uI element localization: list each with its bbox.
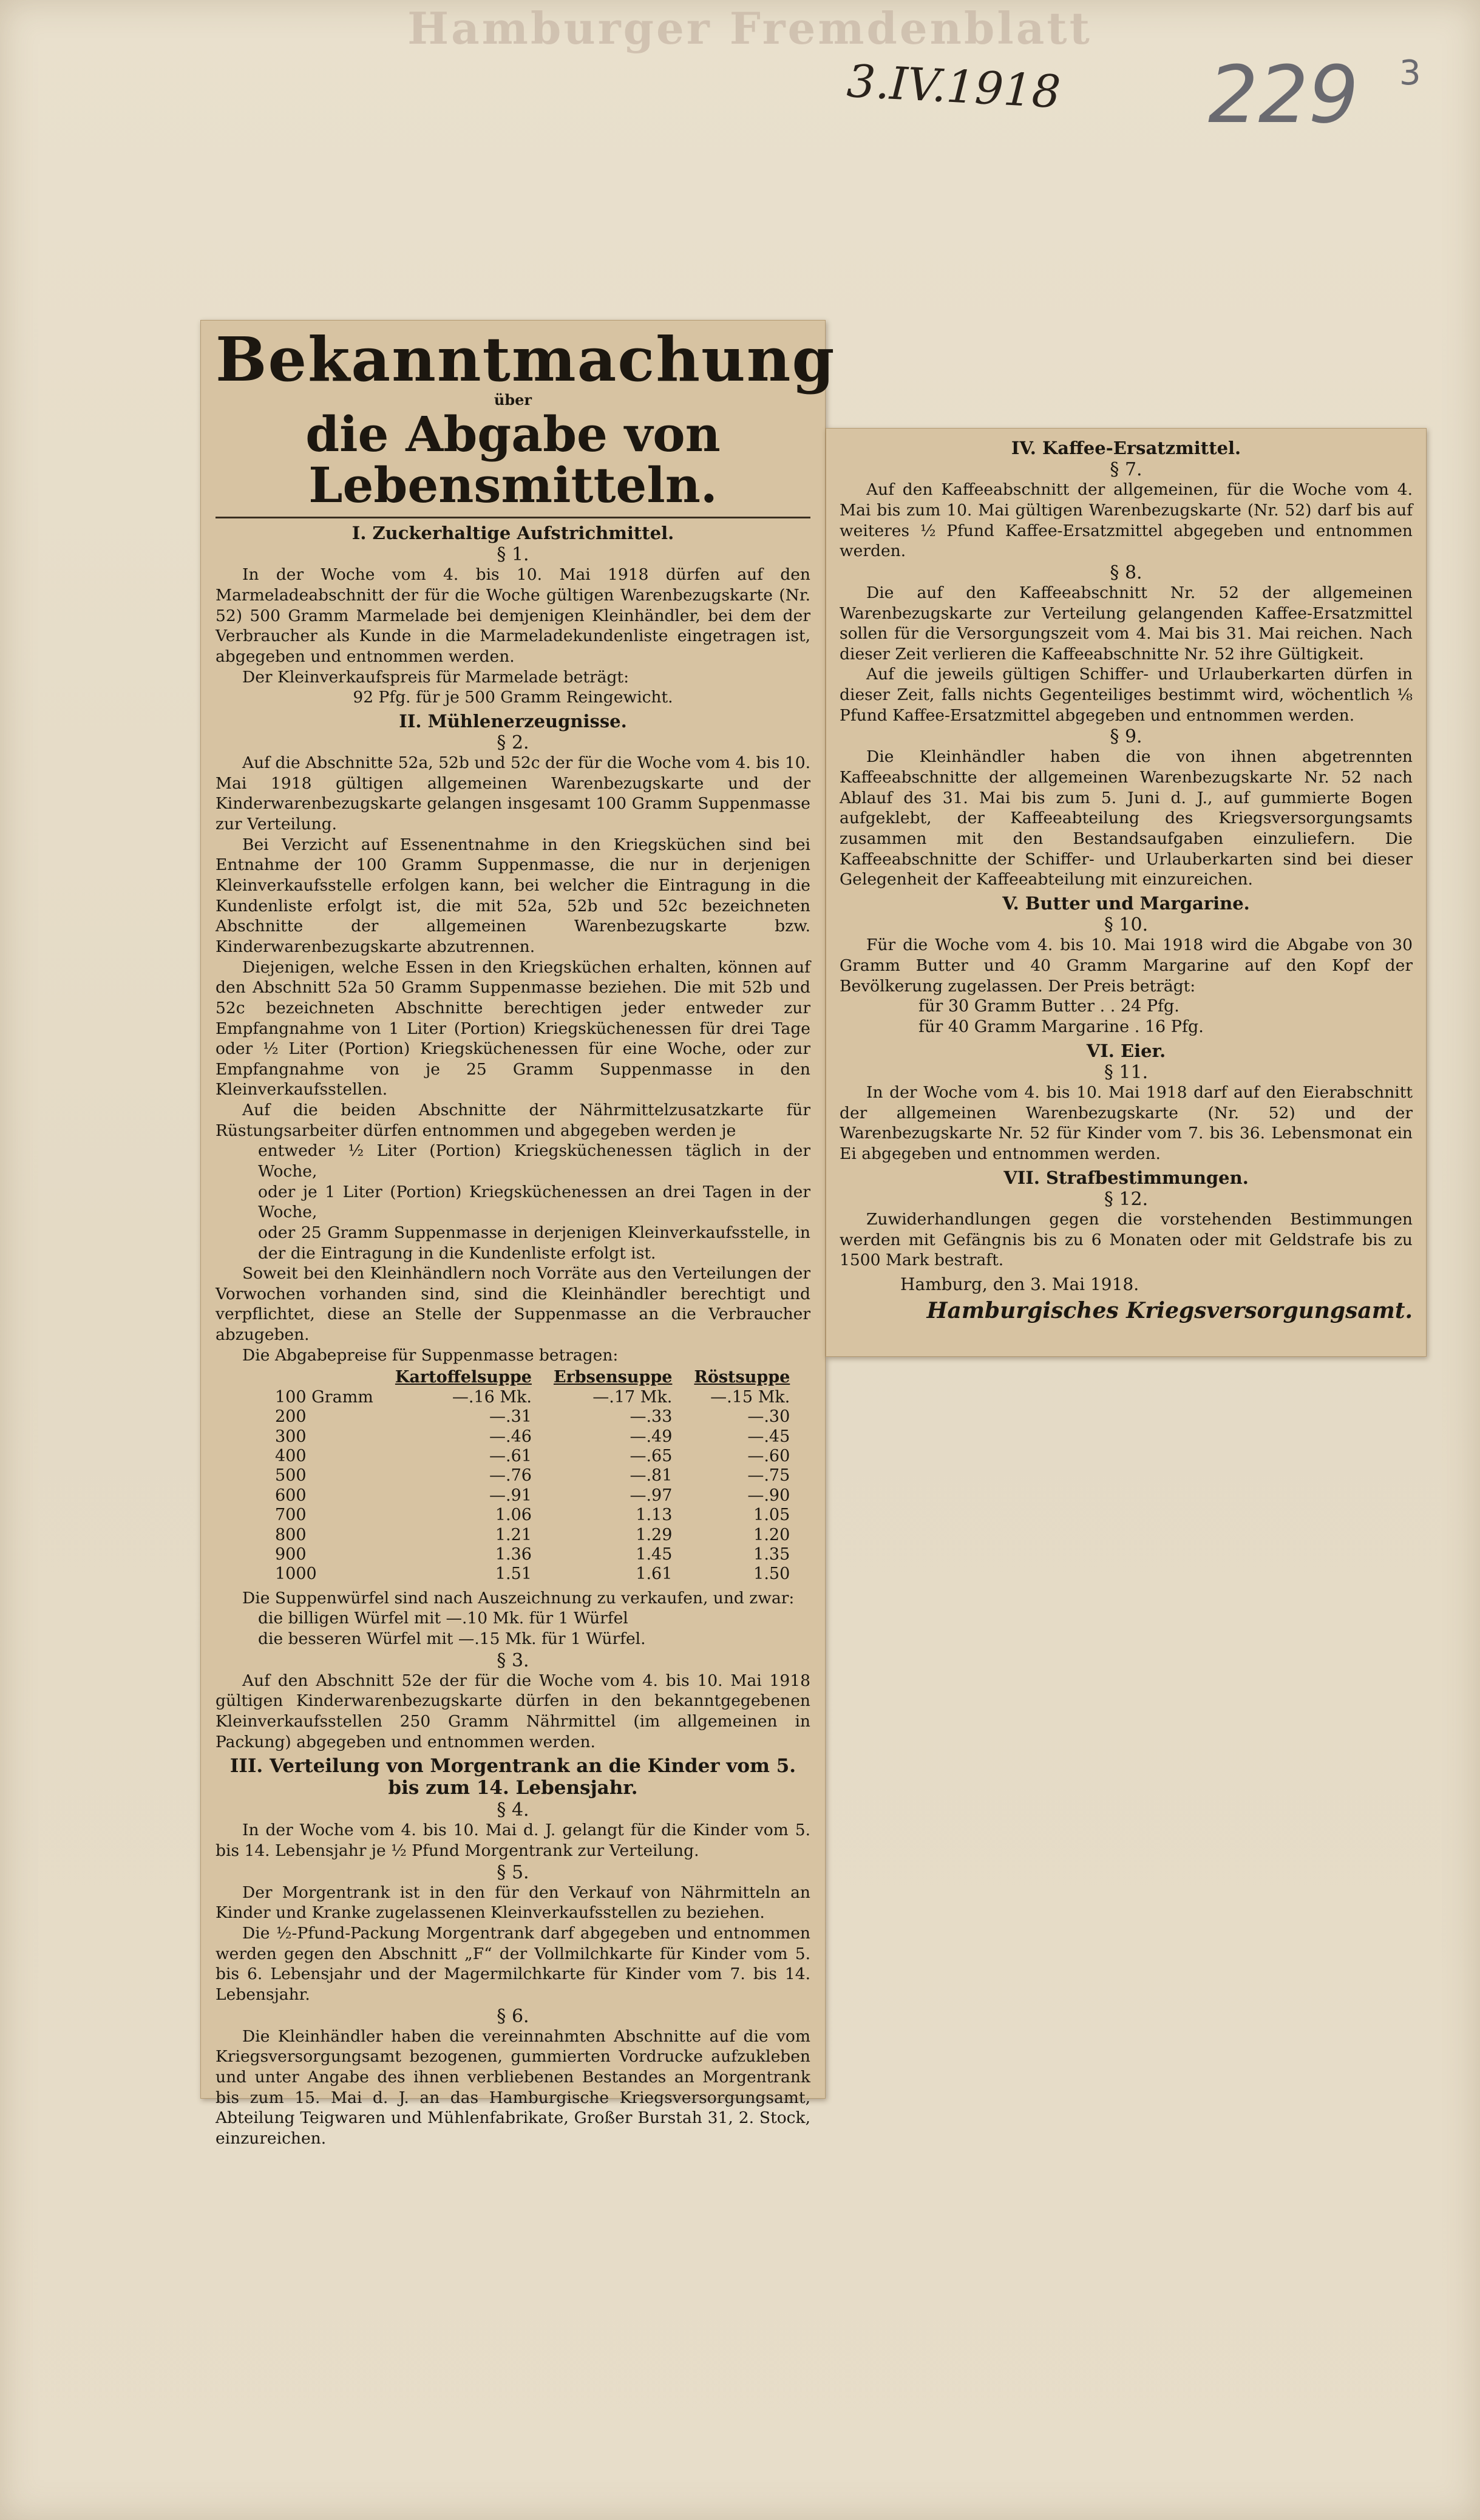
soup-table-cell: 1.06 xyxy=(495,1506,532,1525)
paragraph-8b: Auf die jeweils gültigen Schiffer- und Urlauberkarten dürfen in dieser Zeit, falls nichts Gegenteiliges bestimmt wird, wöchentlich ⅛ Pfund Kaffee-Ersatzmittel abgegeben und entnommen werden. xyxy=(840,665,1413,725)
soup-table-cell: 700 xyxy=(275,1506,307,1525)
paragraph-2d-option-2: oder je 1 Liter (Portion) Kriegsküchenessen an drei Tagen in der Woche, xyxy=(258,1182,810,1222)
section-heading-2: II. Mühlenerzeugnisse. xyxy=(399,710,627,732)
paragraph-2e: Soweit bei den Kleinhändlern noch Vorräte aus den Verteilungen der Vorwochen vorhanden sind, sind die Kleinhändler berechtigt und verpflichtet, diese an Stelle der Suppenmasse an die Verbraucher abzugeben. xyxy=(216,1264,810,1345)
paragraph-number-2: § 2. xyxy=(497,732,529,754)
notice-subtitle: die Abgabe von Lebensmitteln. xyxy=(216,409,810,518)
soup-table-header: Röstsuppe xyxy=(694,1368,790,1387)
signature: Hamburgisches Kriegsversorgungsamt. xyxy=(926,1297,1413,1323)
soup-table-cell: 1.20 xyxy=(753,1525,790,1544)
paragraph-2c: Diejenigen, welche Essen in den Kriegsküchen erhalten, können auf den Abschnitt 52a 50 Gramm Suppenmasse beziehen. Die mit 52b und 52c bezeichneten Abschnitte berechtigen jeder entweder zur Empfangnahme von 1 Liter (Portion) Kriegsküchenessen für drei Tage oder ½ Liter (Portion) Kriegsküchenessen für eine Woche, oder zur Empfangnahme von je 25 Gramm Suppenmasse in den Kleinverkaufsstellen. xyxy=(216,957,810,1099)
soup-table-cell: 1.13 xyxy=(636,1506,673,1525)
paragraph-2b: Bei Verzicht auf Essenentnahme in den Kriegsküchen sind bei Entnahme der 100 Gramm Suppenmasse, die nur in derjenigen Kleinverkaufsstelle erfolgen kann, bei welcher die Eintragung in die Kundenliste erfolgt ist, die mit 52a, 52b und 52c bezeichneten Abschnitte der allgemeinen Warenbezugskarte bzw. Kinderwarenbezugskarte abzutrennen. xyxy=(216,835,810,956)
soup-table-row xyxy=(264,1545,801,1564)
paragraph-6-text: Die Kleinhändler haben die vereinnahmten Abschnitte auf die vom Kriegsversorgungsamt bezogenen, gummierten Vordrucke aufzukleben und unter Angabe des ihnen verbliebenen Bestandes an Morgentrank bis zum 15. Mai d. J. an das Hamburgische Kriegsversorgungsamt, Abteilung Teigwaren und Mühlenfabrikate, Großer Burstah 31, 2. Stock, einzureichen. xyxy=(216,2026,810,2148)
soup-table-cell: —.45 xyxy=(747,1427,790,1446)
soup-table-cell: 1.21 xyxy=(495,1525,532,1544)
paragraph-number-10: § 10. xyxy=(1104,914,1149,936)
soup-table-cell: 1.36 xyxy=(495,1544,532,1564)
soup-table-cell: —.17 Mk. xyxy=(592,1387,673,1407)
paragraph-7-text: Auf den Kaffeeabschnitt der allgemeinen, für die Woche vom 4. Mai bis zum 10. Mai gültigen Warenbezugskarte (Nr. 52) darf bis auf weiteres ½ Pfund Kaffee-Ersatzmittel abgegeben und entnommen werden. xyxy=(840,480,1413,561)
soup-table-cell: —.46 xyxy=(489,1427,532,1446)
paragraph-number-12: § 12. xyxy=(1104,1188,1149,1210)
soup-table-row xyxy=(264,1466,801,1486)
soup-table-cell: —.15 Mk. xyxy=(710,1387,790,1407)
paragraph-number-8: § 8. xyxy=(1110,562,1142,583)
margarine-price: für 40 Gramm Margarine . 16 Pfg. xyxy=(918,1017,1204,1036)
soup-table-header-empty xyxy=(264,1368,384,1387)
clipping-left xyxy=(200,320,836,2148)
notice-title: Bekanntmachung xyxy=(216,324,836,395)
soup-table-cell: —.90 xyxy=(747,1486,790,1505)
soup-table-cell: —.75 xyxy=(747,1466,790,1486)
soup-table-cell: 1.35 xyxy=(753,1544,790,1564)
soup-table-cell: 1.50 xyxy=(753,1564,790,1584)
soup-table-row xyxy=(264,1506,801,1525)
archive-number: 229 xyxy=(1208,49,1359,141)
soup-table-row xyxy=(264,1526,801,1545)
paragraph-2f: Die Abgabepreise für Suppenmasse betragen: xyxy=(242,1345,619,1365)
soup-table-cell: 1.05 xyxy=(753,1506,790,1525)
page-number: 3 xyxy=(1399,53,1421,93)
soup-table-row xyxy=(264,1427,801,1447)
paragraph-number-9: § 9. xyxy=(1110,726,1142,748)
soup-table-row xyxy=(264,1407,801,1427)
soup-table-cell: 800 xyxy=(275,1525,307,1544)
soup-table-cell: —.16 Mk. xyxy=(452,1387,532,1407)
paragraph-number-1: § 1. xyxy=(497,544,529,566)
section-heading-7: VII. Strafbestimmungen. xyxy=(1003,1167,1249,1188)
soup-table-cell: —.81 xyxy=(630,1466,673,1486)
soup-table-cell: 1.29 xyxy=(636,1525,673,1544)
newspaper-masthead: Hamburger Fremdenblatt xyxy=(407,2,1092,54)
soup-table-cell: —.31 xyxy=(489,1407,532,1427)
soup-table-cell: 100 Gramm xyxy=(275,1387,373,1407)
soup-table-row xyxy=(264,1486,801,1506)
paragraph-2g-cheap: die billigen Würfel mit —.10 Mk. für 1 Würfel xyxy=(258,1609,628,1628)
soup-table-cell: —.65 xyxy=(630,1446,673,1465)
soup-table-cell: —.61 xyxy=(489,1446,532,1465)
soup-table-header: Kartoffelsuppe xyxy=(395,1368,532,1387)
soup-table-row xyxy=(264,1564,801,1584)
soup-table-cell: 1000 xyxy=(275,1564,317,1584)
soup-table-cell: 600 xyxy=(275,1486,307,1505)
soup-table-row xyxy=(264,1388,801,1407)
paragraph-number-7: § 7. xyxy=(1110,459,1142,481)
section-heading-1: I. Zuckerhaltige Aufstrichmittel. xyxy=(351,523,674,543)
paragraph-2g: Die Suppenwürfel sind nach Auszeichnung zu verkaufen, und zwar: xyxy=(242,1588,795,1608)
soup-table-cell: 1.51 xyxy=(495,1564,532,1584)
paragraph-2d-option-1: entweder ½ Liter (Portion) Kriegsküchenessen täglich in der Woche, xyxy=(258,1141,810,1181)
paragraph-10-text: Für die Woche vom 4. bis 10. Mai 1918 wird die Abgabe von 30 Gramm Butter und 40 Gramm Margarine auf den Kopf der Bevölkerung zugelassen. Der Preis beträgt: xyxy=(840,936,1413,996)
paragraph-2g-better: die besseren Würfel mit —.15 Mk. für 1 Würfel. xyxy=(258,1629,646,1648)
paragraph-number-6: § 6. xyxy=(497,2005,529,2027)
paragraph-2d-option-3: oder 25 Gramm Suppenmasse in derjenigen Kleinverkaufsstelle, in der die Eintragung in die Kundenliste erfolgt ist. xyxy=(258,1223,810,1263)
soup-table-cell: —.30 xyxy=(747,1407,790,1427)
soup-table-cell: —.33 xyxy=(630,1407,673,1427)
paragraph-9-text: Die Kleinhändler haben die von ihnen abgetrennten Kaffeeabschnitte der allgemeinen Warenbezugskarte Nr. 52 nach Ablauf des 31. Mai bis zum 5. Juni d. J., auf gummierte Bogen aufgeklebt, der Kaffeeabteilung des Kriegsversorgungsamts zusammen mit den Bestandsaufgaben einzuliefern. Die Kaffeeabschnitte der Schiffer- und Urlauberkarten sind bei dieser Gelegenheit der Kaffeeabteilung mit einzureichen. xyxy=(840,747,1413,889)
section-heading-6: VI. Eier. xyxy=(1086,1040,1166,1061)
soup-table-cell: 500 xyxy=(275,1466,307,1486)
paragraph-3-text: Auf den Abschnitt 52e der für die Woche vom 4. bis 10. Mai 1918 gültigen Kinderwarenbezugskarte dürfen in den bekanntgegebenen Kleinverkaufsstellen 250 Gramm Nährmittel (im allgemeinen in Packung) abgegeben und entnommen werden. xyxy=(216,1671,810,1751)
section-heading-4: IV. Kaffee-Ersatzmittel. xyxy=(1011,438,1241,458)
paragraph-12-text: Zuwiderhandlungen gegen die vorstehenden Bestimmungen werden mit Gefängnis bis zu 6 Monaten oder mit Geldstrafe bis zu 1500 Mark bestraft. xyxy=(840,1209,1413,1270)
paragraph-2a: Auf die Abschnitte 52a, 52b und 52c der für die Woche vom 4. bis 10. Mai 1918 gültigen allgemeinen Warenbezugskarte und der Kinderwarenbezugskarte gelangen insgesamt 100 Gramm Suppenmasse zur Verteilung. xyxy=(216,753,810,834)
handwritten-date: 3.IV.1918 xyxy=(845,55,1062,119)
paragraph-number-11: § 11. xyxy=(1104,1061,1149,1083)
paragraph-number-3: § 3. xyxy=(497,1649,529,1671)
notice-uber: über xyxy=(494,391,532,409)
paragraph-number-5: § 5. xyxy=(497,1861,529,1883)
paragraph-5b: Die ½-Pfund-Packung Morgentrank darf abgegeben und entnommen werden gegen den Abschnitt „F“ der Vollmilchkarte für Kinder vom 5. bis 6. Lebensjahr und der Magermilchkarte für Kinder vom 7. bis 14. Lebensjahr. xyxy=(216,1924,810,2004)
soup-table-row xyxy=(264,1447,801,1466)
section-heading-5: V. Butter und Margarine. xyxy=(1002,892,1250,914)
soup-table-cell: —.60 xyxy=(747,1446,790,1465)
paragraph-1-text: In der Woche vom 4. bis 10. Mai 1918 dürfen auf den Marmeladeabschnitt der für die Woche gültigen Warenbezugskarte (Nr. 52) 500 Gramm Marmelade bei demjenigen Kleinhändler, bei dem der Verbraucher als Kunde in die Marmeladekundenliste eingetragen ist, abgegeben und entnommen werden. xyxy=(216,565,810,666)
butter-price: für 30 Gramm Butter . . 24 Pfg. xyxy=(918,997,1180,1016)
soup-table-cell: 300 xyxy=(275,1427,307,1446)
soup-table-cell: —.91 xyxy=(489,1486,532,1505)
paragraph-5a: Der Morgentrank ist in den für den Verkauf von Nährmitteln an Kinder und Kranke zugelassenen Kleinverkaufsstellen zu beziehen. xyxy=(216,1883,810,1923)
paragraph-2d: Auf die beiden Abschnitte der Nährmittelzusatzkarte für Rüstungsarbeiter dürfen entnommen und abgegeben werden je xyxy=(216,1101,810,1140)
paragraph-8a: Die auf den Kaffeeabschnitt Nr. 52 der allgemeinen Warenbezugskarte zur Verteilung gelangenden Kaffee-Ersatzmittel sollen für die Versorgungszeit vom 4. Mai bis 31. Mai reichen. Nach dieser Zeit verlieren die Kaffeeabschnitte Nr. 52 ihre Gültigkeit. xyxy=(840,583,1413,664)
soup-table-header-row xyxy=(264,1368,801,1387)
place-date: Hamburg, den 3. Mai 1918. xyxy=(900,1274,1139,1294)
soup-table-cell: 900 xyxy=(275,1544,307,1564)
soup-price-table xyxy=(264,1368,801,1584)
soup-table-cell: —.76 xyxy=(489,1466,532,1486)
paragraph-number-4: § 4. xyxy=(497,1799,529,1821)
soup-table-header: Erbsensuppe xyxy=(553,1368,673,1387)
paragraph-1-price: 92 Pfg. für je 500 Gramm Reingewicht. xyxy=(353,688,673,707)
paragraph-4-text: In der Woche vom 4. bis 10. Mai d. J. gelangt für die Kinder vom 5. bis 14. Lebensjahr je ½ Pfund Morgentrank zur Verteilung. xyxy=(216,1821,810,1861)
paragraph-1-price-intro: Der Kleinverkaufspreis für Marmelade beträgt: xyxy=(242,667,630,687)
soup-table-cell: 400 xyxy=(275,1446,307,1465)
soup-table-cell: —.49 xyxy=(630,1427,673,1446)
soup-table-cell: 1.61 xyxy=(636,1564,673,1584)
section-heading-3: III. Verteilung von Morgentrank an die Kinder vom 5. bis zum 14. Lebensjahr. xyxy=(229,1755,796,1799)
paragraph-11-text: In der Woche vom 4. bis 10. Mai 1918 darf auf den Eierabschnitt der allgemeinen Warenbezugskarte (Nr. 52) und der Warenbezugskarte Nr. 52 für Kinder vom 7. bis 36. Lebensmonat ein Ei abgegeben und entnommen werden. xyxy=(840,1082,1413,1163)
clipping-right xyxy=(826,428,1427,1357)
soup-table-cell: 200 xyxy=(275,1407,307,1427)
soup-table-cell: 1.45 xyxy=(636,1544,673,1564)
soup-table-cell: —.97 xyxy=(630,1486,673,1505)
